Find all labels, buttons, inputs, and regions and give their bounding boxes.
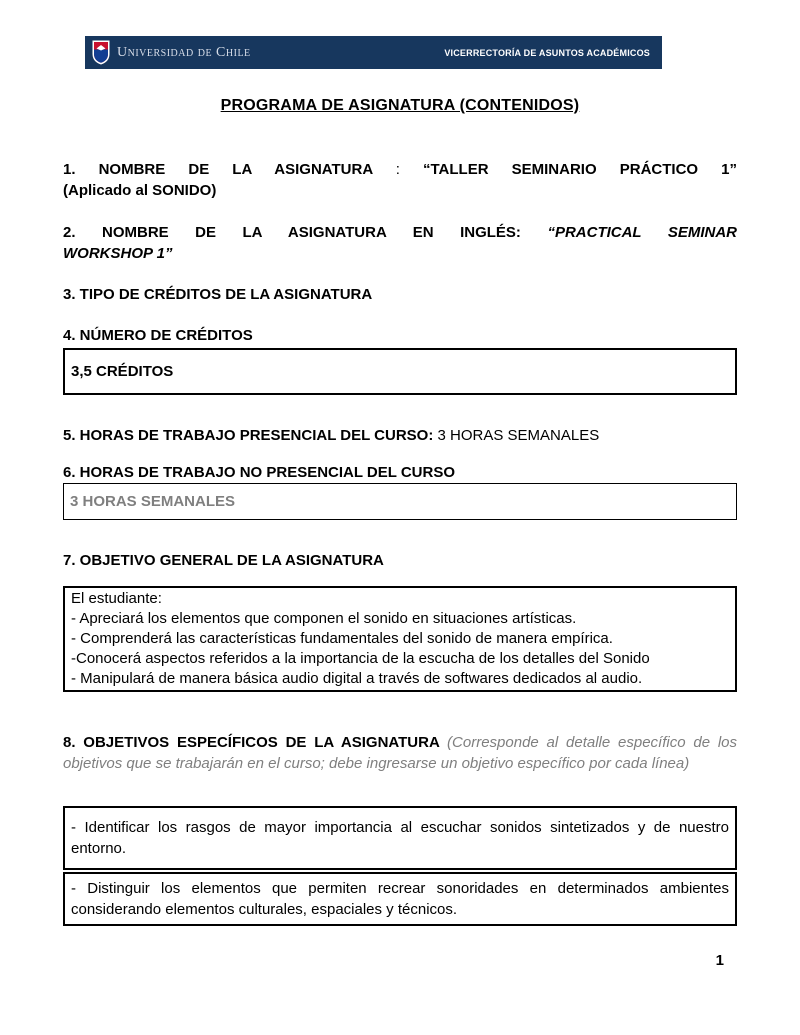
section-2-line1	[63, 222, 737, 243]
university-emblem-icon	[92, 40, 110, 65]
section-5-label: 5. HORAS DE TRABAJO PRESENCIAL DEL CURSO:	[63, 427, 434, 444]
page-number: 1	[715, 952, 724, 969]
section-7-label: 7. OBJETIVO GENERAL DE LA ASIGNATURA	[63, 552, 384, 569]
section-8-heading	[63, 732, 737, 774]
section-1-course-title: “TALLER SEMINARIO PRÁCTICO 1”	[423, 161, 738, 178]
credits-box	[63, 348, 737, 395]
section-6-heading	[63, 462, 737, 483]
section-4-heading	[63, 325, 737, 346]
objetivo-especifico-2-text: - Distinguir los elementos que permiten recrear sonoridades en determinados ambientes considerando elementos culturales, espaciales y técnicos.	[71, 880, 729, 918]
objetivo-especifico-1-text: - Identificar los rasgos de mayor importancia al escuchar sonidos sintetizados y de nuestro entorno.	[71, 819, 729, 857]
university-logo	[92, 40, 251, 65]
section-1-label: 1. NOMBRE DE LA ASIGNATURA	[63, 161, 373, 178]
non-presencial-box	[63, 483, 737, 520]
section-2-value-part1: “PRACTICAL SEMINAR	[547, 224, 737, 241]
section-2-line2	[63, 243, 737, 264]
non-presencial-value: 3 HORAS SEMANALES	[70, 493, 236, 510]
section-1-line2	[63, 180, 737, 201]
section-7-heading	[63, 550, 737, 571]
section-8-label: 8. OBJETIVOS ESPECÍFICOS DE LA ASIGNATURA	[63, 734, 440, 751]
section-3-label: 3. TIPO DE CRÉDITOS DE LA ASIGNATURA	[63, 286, 373, 303]
objetivo-general-intro: El estudiante:	[71, 590, 162, 607]
vicerrectoria-label: VICERRECTORÍA DE ASUNTOS ACADÉMICOS	[444, 47, 650, 58]
credits-value: 3,5 CRÉDITOS	[71, 363, 174, 380]
page-title: PROGRAMA DE ASIGNATURA (CONTENIDOS)	[220, 97, 580, 114]
header-bar	[85, 36, 662, 69]
objetivo-general-line: - Manipulará de manera básica audio digital a través de softwares dedicados al audio.	[71, 670, 643, 687]
section-6-label: 6. HORAS DE TRABAJO NO PRESENCIAL DEL CURSO	[63, 464, 455, 481]
objetivo-general-line: - Comprenderá las características fundamentales del sonido de manera empírica.	[71, 630, 613, 647]
objetivo-especifico-box-2	[63, 872, 737, 926]
section-4-label: 4. NÚMERO DE CRÉDITOS	[63, 327, 253, 344]
section-2-label: 2. NOMBRE DE LA ASIGNATURA EN INGLÉS:	[63, 224, 521, 241]
objetivo-general-line: -Conocerá aspectos referidos a la importancia de la escucha de los detalles del Sonido	[71, 650, 650, 667]
objetivo-general-box	[63, 586, 737, 692]
section-5-heading	[63, 425, 737, 446]
section-1-line1	[63, 159, 737, 180]
section-2-heading	[63, 222, 737, 264]
objetivo-general-line: - Apreciará los elementos que componen el sonido en situaciones artísticas.	[71, 610, 577, 627]
objetivo-especifico-box-1	[63, 806, 737, 870]
section-1-colon: :	[395, 161, 400, 178]
section-1-heading	[63, 159, 737, 201]
section-1-course-subtitle: (Aplicado al SONIDO)	[63, 182, 217, 199]
section-2-value-part2: WORKSHOP 1”	[63, 245, 173, 262]
university-name: Universidad de Chile	[117, 44, 251, 60]
section-3-heading	[63, 284, 737, 305]
section-5-value: 3 HORAS SEMANALES	[437, 427, 600, 444]
section-8-note: (Corresponde al detalle específico de los objetivos que se trabajarán en el curso; debe ingresarse un objetivo específico por cada línea)	[63, 734, 738, 772]
